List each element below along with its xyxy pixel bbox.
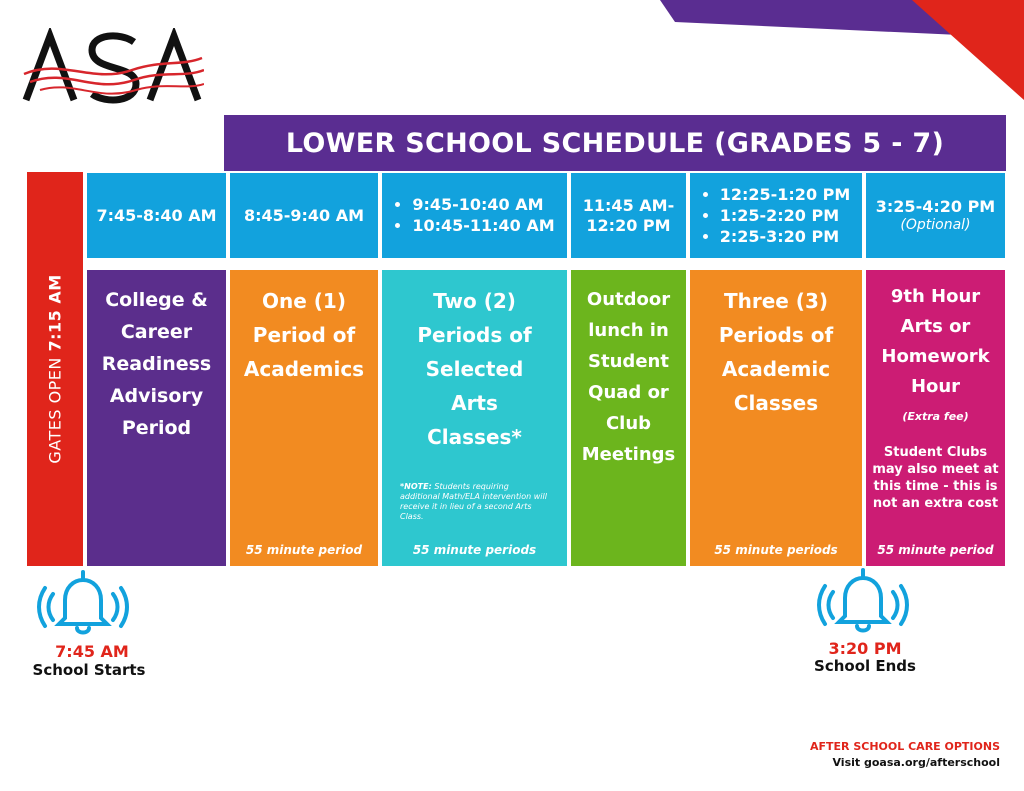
bell-icon <box>813 566 913 636</box>
time-slot-item: • 10:45-11:40 AM <box>412 216 554 236</box>
note-text: Students requiring additional Math/ELA intervention will receive it in lieu of a second Arts Class. <box>400 482 547 521</box>
gates-open-text <box>46 274 65 463</box>
asa-logo <box>22 28 204 108</box>
bell-icon <box>33 568 133 638</box>
time-slot-lunch <box>571 173 686 258</box>
column-title: 9th Hour Arts or Homework Hour <box>881 286 990 397</box>
clubs-note: Student Clubs may also meet at this time - this is not an extra cost <box>872 445 999 511</box>
time-slot-item: • 1:25-2:20 PM <box>720 206 851 226</box>
column-period-1 <box>230 270 378 566</box>
time-slot-advisory <box>87 173 226 258</box>
column-footer: 55 minute period <box>245 543 363 557</box>
column-footer: 55 minute periods <box>714 543 838 557</box>
gates-open-label: GATES OPEN <box>45 357 65 464</box>
time-slot-arts <box>382 173 567 258</box>
after-school-link[interactable]: Visit goasa.org/afterschool <box>832 756 1000 769</box>
school-start-label: School Starts <box>32 661 146 679</box>
school-end-label: School Ends <box>814 657 916 675</box>
time-slot-list <box>702 184 851 248</box>
note-label: *NOTE: <box>400 482 432 491</box>
column-ninth-hour <box>866 270 1005 566</box>
column-footer: 55 minute periods <box>412 543 537 557</box>
column-title: One (1) Period of Academics <box>243 289 365 381</box>
time-slot-item: • 2:25-3:20 PM <box>720 227 851 247</box>
time-slot-item: • 9:45-10:40 AM <box>412 195 554 215</box>
column-lunch <box>571 270 686 566</box>
time-slot-academics <box>690 173 862 258</box>
column-title: Two (2) Periods of Selected Arts Classes* <box>417 289 532 449</box>
column-title: Outdoor lunch in Student Quad or Club Meetings <box>581 289 676 465</box>
school-start-time: 7:45 AM <box>55 642 129 661</box>
time-slot-text: 7:45-8:40 AM <box>96 205 217 225</box>
optional-label: (Optional) <box>900 216 971 233</box>
extra-fee-label: (Extra fee) <box>902 410 969 423</box>
gates-open-time: 7:15 AM <box>45 274 65 352</box>
time-slot-text: 12:20 PM <box>586 215 671 235</box>
time-slot-list <box>394 194 554 237</box>
time-slot-ninth-hour <box>866 173 1005 258</box>
schedule-title: LOWER SCHOOL SCHEDULE (GRADES 5 - 7) <box>224 115 1006 171</box>
gates-open-bar <box>27 172 83 566</box>
time-slot-period-1 <box>230 173 378 258</box>
school-end-time: 3:20 PM <box>828 639 902 658</box>
time-slot-text: 8:45-9:40 AM <box>243 205 365 225</box>
column-footer: 55 minute period <box>877 543 994 557</box>
time-slot-item: • 12:25-1:20 PM <box>720 185 851 205</box>
column-title: Three (3) Periods of Academic Classes <box>718 289 834 415</box>
time-slot-text: 11:45 AM- <box>582 195 675 215</box>
column-academics <box>690 270 862 566</box>
column-title: College & Career Readiness Advisory Period <box>101 289 212 439</box>
arts-note <box>400 482 549 522</box>
after-school-title: AFTER SCHOOL CARE OPTIONS <box>810 740 1000 753</box>
column-advisory <box>87 270 226 566</box>
column-arts <box>382 270 567 566</box>
time-slot-text: 3:25-4:20 PM <box>875 196 996 216</box>
